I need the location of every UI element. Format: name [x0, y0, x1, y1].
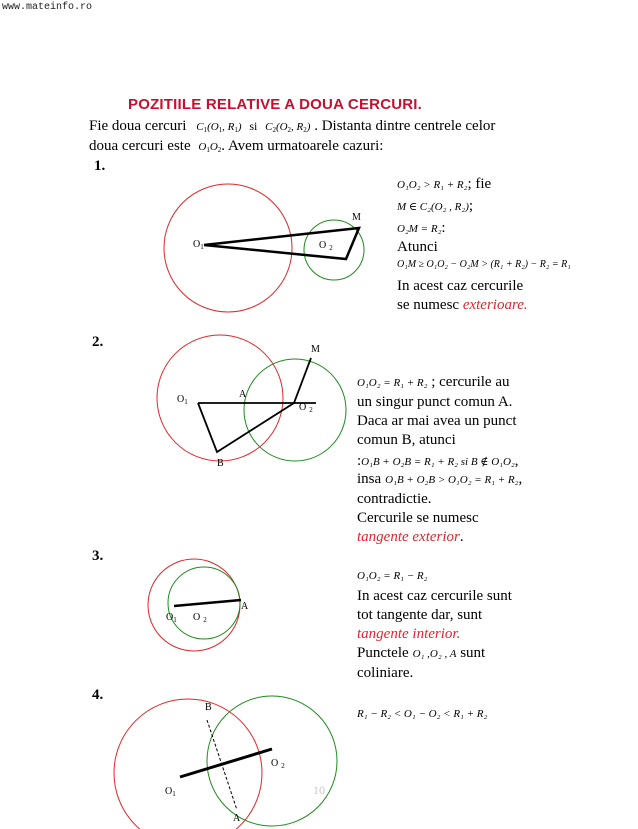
- case-3-formula-1: O₁O₂ = R₁ − R₂: [357, 570, 428, 582]
- label-b: B: [205, 702, 212, 713]
- case-3-text-3: tangente interior.: [357, 626, 461, 642]
- label-o2: O $_2$: [319, 240, 333, 252]
- case-3-text-4: Punctele O₁ ,O₂ , A sunt: [357, 645, 486, 661]
- intro-line-1: Fie doua cercuri $C_1(O_1$, $R_1$) si $C_2(O_2$, $R_2$) . Distanta dintre centrele celor: [89, 118, 496, 134]
- intro-line-2: doua cercuri este $O_1O_2$. Avem urmatoarele cazuri:: [89, 138, 384, 154]
- case-2-text-4: insa O₁B + O₂B > O₁O₂ = R₁ + R₂,: [357, 471, 523, 487]
- case-2-number: 2.: [92, 334, 104, 350]
- label-a: A: [241, 601, 249, 612]
- page-number: 10: [313, 783, 325, 797]
- case-1-formula-4: O₁M ≥ O₁O₂ − O₂M > (R₁ + R₂) − R₂ = R₁: [397, 259, 571, 270]
- case-1-formula-1: O₁O₂ > R₁ + R₂; fie: [397, 176, 492, 192]
- label-o1: $O_1$: [177, 394, 188, 406]
- case-3-text-1: In acest caz cercurile sunt: [357, 588, 512, 604]
- case-3-text-2: tot tangente dar, sunt: [357, 607, 483, 623]
- case-2-formula-2: :O₁B + O₂B = R₁ + R₂ si B ∉ O₁O₂,: [357, 453, 519, 469]
- label-b: B: [217, 458, 224, 469]
- case-1-atunci: Atunci: [397, 239, 438, 255]
- page-title: POZITIILE RELATIVE A DOUA CERCURI.: [128, 96, 423, 113]
- case-1-text-1: In acest caz cercurile: [397, 278, 524, 294]
- circle-1-red: [114, 699, 262, 829]
- case-4-number: 4.: [92, 687, 104, 703]
- common-chord-ab: [207, 720, 237, 810]
- case-2-text-1: un singur punct comun A.: [357, 394, 513, 410]
- case-1-text-2: se numesc exterioare.: [397, 297, 528, 313]
- site-url: www.mateinfo.ro: [2, 2, 93, 13]
- case-2-text-3: comun B, atunci: [357, 432, 456, 448]
- case-2-formula-1: O₁O₂ = R₁ + R₂ ; cercurile au: [357, 374, 510, 390]
- case-2-text-5: contradictie.: [357, 491, 432, 507]
- label-o1: $O_1$: [193, 239, 204, 251]
- circle-2-green: [244, 359, 346, 461]
- case-3-text-5: coliniare.: [357, 665, 414, 681]
- triangle-o1-m-o2: [204, 228, 359, 259]
- case-3-diagram: [148, 559, 241, 651]
- label-a: A: [233, 813, 241, 824]
- circle-1-red: [157, 335, 283, 461]
- label-o2: O $_2$: [299, 402, 313, 414]
- label-o2: O $_2$: [271, 758, 285, 770]
- case-2-text-2: Daca ar mai avea un punct: [357, 413, 517, 429]
- label-o2: O $_2$: [193, 612, 207, 624]
- case-1-formula-2: M ∈ C₂(O₂ , R₂);: [397, 198, 474, 214]
- case-1-number: 1.: [94, 158, 106, 174]
- segment-o1-o2: [180, 749, 272, 777]
- case-2-text-6: Cercurile se numesc: [357, 510, 479, 526]
- case-1-formula-3: O₂M = R₂:: [397, 220, 446, 236]
- label-m: M: [352, 212, 361, 223]
- label-o1: $O_1$: [165, 786, 176, 798]
- case-2-text-7: tangente exterior.: [357, 529, 464, 545]
- case-4-diagram: [114, 696, 337, 829]
- case-4-formula-1: R₁ − R₂ < O₁ − O₂ < R₁ + R₂: [357, 708, 488, 720]
- path-o1-b-o2-m: [198, 358, 311, 452]
- label-o1: $O_1$: [166, 612, 177, 624]
- label-m: M: [311, 344, 320, 355]
- label-a: A: [239, 389, 247, 400]
- case-3-number: 3.: [92, 548, 104, 564]
- segment-o1-a: [174, 600, 241, 606]
